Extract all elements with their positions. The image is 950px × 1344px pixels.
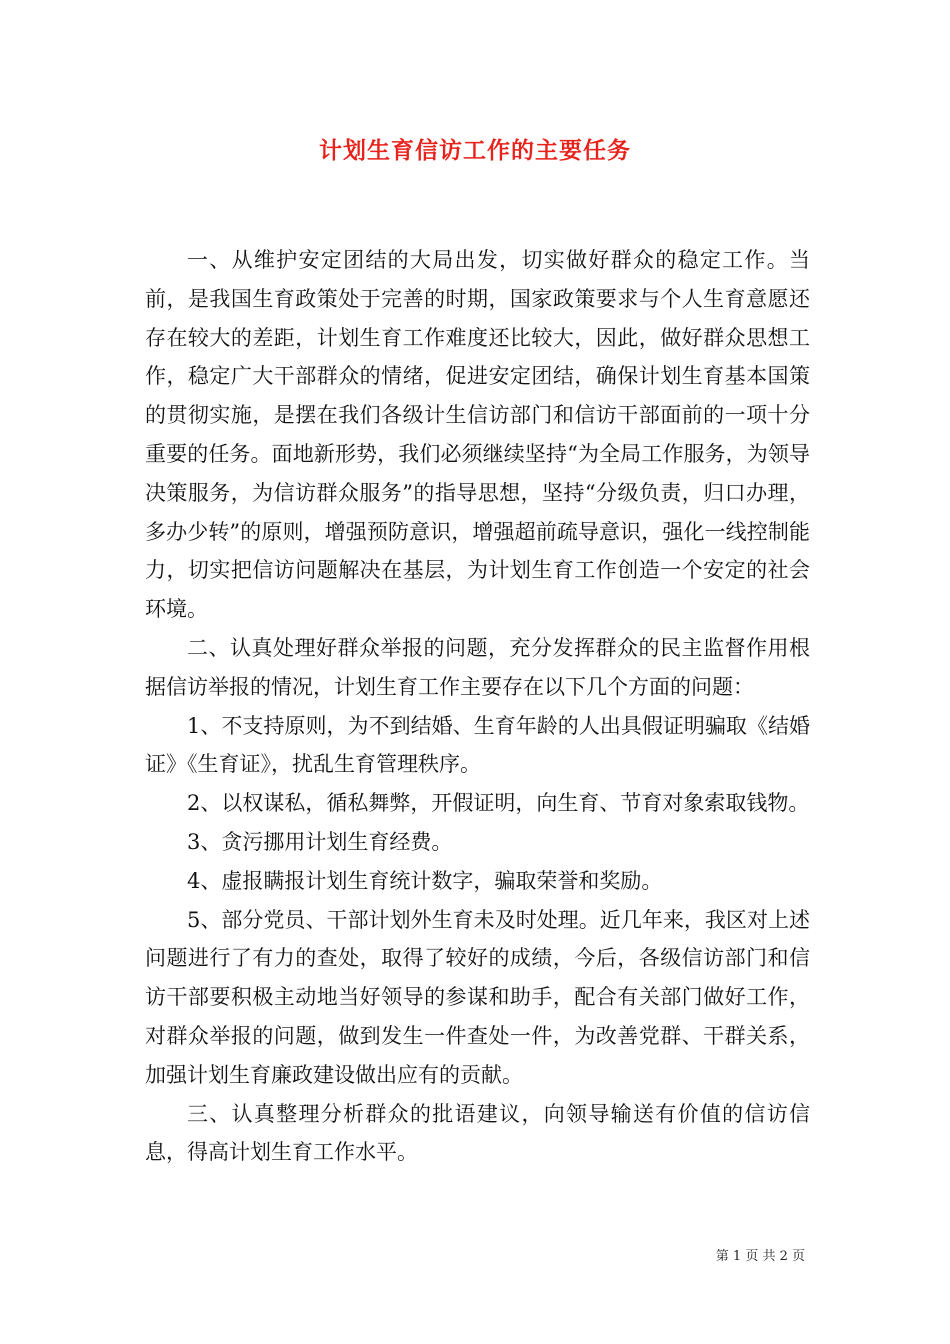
- paragraph-section-3: 三、认真整理分析群众的批语建议，向领导输送有价值的信访信息，得高计划生育工作水平。: [145, 1101, 810, 1165]
- list-item-1: 1、不支持原则，为不到结婚、生育年龄的人出具假证明骗取《结婚证》《生育证》，扰乱生育管理秩序。: [145, 713, 810, 777]
- list-item-3: 3、贪污挪用计划生育经费。: [187, 829, 453, 854]
- page-number: 第 1 页 共 2 页: [715, 1249, 805, 1264]
- paragraph-section-2: 二、认真处理好群众举报的问题，充分发挥群众的民主监督作用根据信访举报的情况，计划生育工作主要存在以下几个方面的问题：: [145, 635, 810, 699]
- list-item-5: 5、部分党员、干部计划外生育未及时处理。近几年来，我区对上述问题进行了有力的查处，取得了较好的成绩，今后，各级信访部门和信访干部要积极主动地当好领导的参谋和助手，配合有关部门做好工作，对群众举报的问题，做到发生一件查处一件，为改善党群、干群关系，加强计划生育廉政建设做出应有的贡献。: [145, 907, 810, 1087]
- document-title: 计划生育信访工作的主要任务: [319, 137, 631, 164]
- list-item-2: 2、以权谋私，循私舞弊，开假证明，向生育、节育对象索取钱物。: [187, 791, 810, 816]
- list-item-4: 4、虚报瞒报计划生育统计数字，骗取荣誉和奖励。: [187, 868, 663, 893]
- paragraph-section-1: 一、从维护安定团结的大局出发，切实做好群众的稳定工作。当前，是我国生育政策处于完善的时期，国家政策要求与个人生育意愿还存在较大的差距，计划生育工作难度还比较大，因此，做好群众思想工作，稳定广大干部群众的情绪，促进安定团结，确保计划生育基本国策的贯彻实施，是摆在我们各级计生信访部门和信访干部面前的一项十分重要的任务。面地新形势，我们必须继续坚持“为全局工作服务，为领导决策服务，为信访群众服务”的指导思想，坚持“分级负责，归口办理，多办少转”的原则，增强预防意识，增强超前疏导意识，强化一线控制能力，切实把信访问题解决在基层，为计划生育工作创造一个安定的社会环境。: [145, 248, 810, 622]
- document-body: [145, 241, 810, 1172]
